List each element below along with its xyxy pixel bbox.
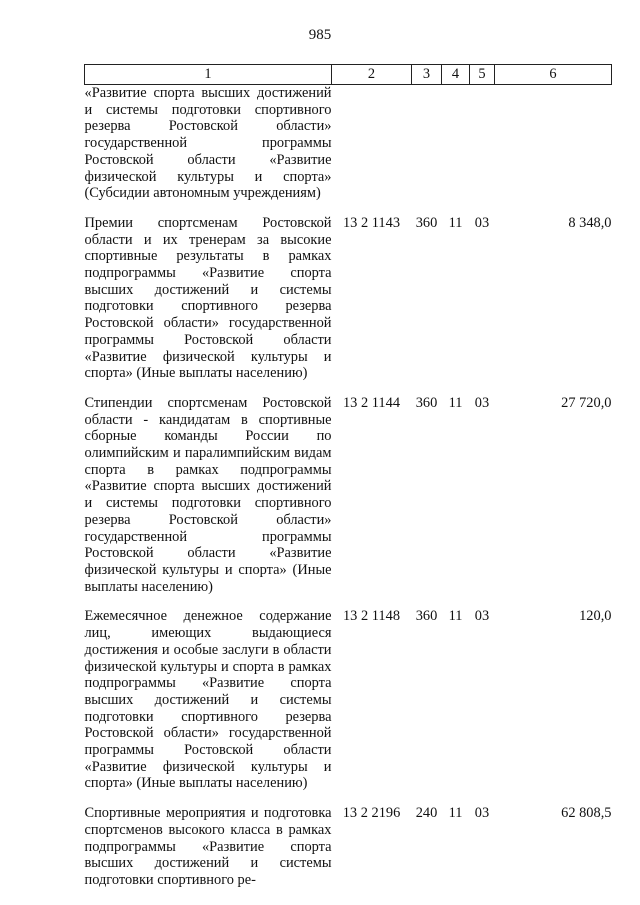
row-col4: 11 [448, 805, 463, 822]
row-amount: 27 720,0 [561, 394, 612, 411]
table-row [85, 794, 612, 891]
row-amount: 120,0 [579, 608, 612, 625]
row-amount [495, 85, 612, 204]
header-row [85, 65, 612, 85]
row-col5 [470, 85, 495, 204]
row-amount: 8 348,0 [568, 214, 612, 231]
row-col3: 360 [415, 608, 438, 625]
column-header-4: 4 [442, 65, 470, 85]
row-col3 [412, 85, 442, 204]
row-col5: 03 [474, 805, 490, 822]
row-col4 [442, 85, 470, 204]
row-col4: 11 [448, 608, 463, 625]
row-description: «Развитие спорта высших достижений и системы подготовки спортивного резерва Ростовской области» государственной программы Ростовской области «Развитие физической культуры и спорта» (Субсидии автономным учреждениям) [84, 85, 332, 202]
column-header-6: 6 [495, 65, 612, 85]
column-header-5: 5 [470, 65, 495, 85]
row-amount: 62 808,5 [561, 805, 612, 822]
row-col4: 11 [448, 214, 463, 231]
row-description: Спортивные мероприятия и подготовка спортсменов высокого класса в рамках подпрограммы «Развитие спорта высших достижений и системы подготовки спортивного ре- [84, 805, 332, 888]
row-code: 13 2 1148 [342, 608, 401, 625]
page-number: 985 [308, 27, 332, 43]
row-description: Ежемесячное денежное содержание лиц, имеющих выдающиеся достижения и особые заслуги в области физической культуры и спорта в рамках подпрограммы «Развитие спорта высших достижений и системы подготовки спортивного резерва Ростовской области» государственной программы Ростовской области «Развитие физической культуры и спорта» (Иные выплаты населению) [84, 608, 332, 792]
row-col3: 360 [415, 214, 438, 231]
row-code: 13 2 1143 [342, 214, 401, 231]
column-header-3: 3 [412, 65, 442, 85]
row-code: 13 2 2196 [342, 805, 401, 822]
table-row [85, 597, 612, 794]
row-col3: 240 [415, 805, 438, 822]
row-col3: 360 [415, 394, 438, 411]
column-header-2: 2 [332, 65, 412, 85]
row-col5: 03 [474, 394, 490, 411]
budget-table [84, 64, 612, 891]
row-col4: 11 [448, 394, 463, 411]
table-row [85, 85, 612, 204]
table-header [85, 65, 612, 85]
row-col5: 03 [474, 608, 490, 625]
table-row [85, 384, 612, 597]
table-row [85, 204, 612, 384]
row-code [332, 85, 412, 204]
column-header-1: 1 [85, 65, 332, 85]
row-description: Стипендии спортсменам Ростовской области - кандидатам в спортивные сборные команды России по олимпийским и паралимпийским видам спорта в рамках подпрограммы «Развитие спорта высших достижений и системы подготовки спортивного резерва Ростовской области» государственной программы Ростовской области «Развитие физической культуры и спорта» (Иные выплаты населению) [84, 394, 332, 595]
row-description: Премии спортсменам Ростовской области и их тренерам за высокие спортивные результаты в рамках подпрограммы «Развитие спорта высших достижений и системы подготовки спортивного резерва Ростовской области» государственной программы Ростовской области «Развитие физической культуры и спорта» (Иные выплаты населению) [84, 214, 332, 382]
row-code: 13 2 1144 [342, 394, 401, 411]
table-body [85, 85, 612, 891]
row-col5: 03 [474, 214, 490, 231]
